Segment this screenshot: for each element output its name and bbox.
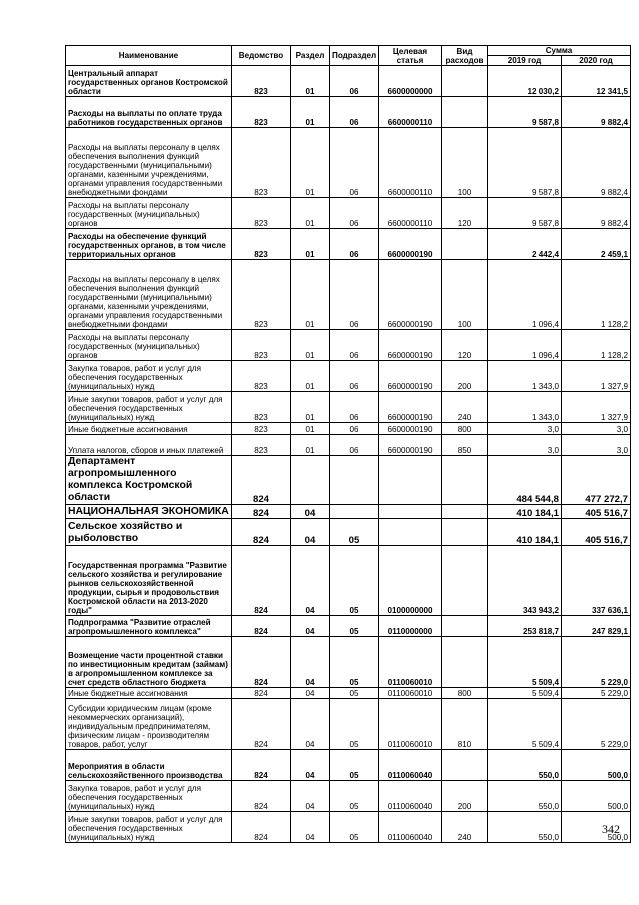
cell-vedomstvo: 824 <box>232 781 291 812</box>
header-2020: 2020 год <box>562 56 631 66</box>
cell-razdel: 04 <box>291 699 330 750</box>
cell-razdel: 04 <box>291 812 330 843</box>
table-row <box>66 456 631 505</box>
header-summa: Сумма <box>488 46 631 56</box>
cell-sum-2020: 1 327,9 <box>562 361 631 392</box>
table-row <box>66 392 631 423</box>
cell-sum-2020: 500,0 <box>562 781 631 812</box>
cell-statia: 6600000110 <box>379 97 442 128</box>
cell-name: Расходы на выплаты персоналу в целях обеспечения выполнения функций государственными (муниципальными) органами, казенными учреждениями, органами управления государственными внебюджетными фондами <box>66 260 232 330</box>
cell-name: Расходы на выплаты персоналу государственных (муниципальных) органов <box>66 198 232 229</box>
cell-statia: 0110060010 <box>379 637 442 688</box>
cell-vedomstvo: 824 <box>232 456 291 505</box>
cell-razdel <box>291 456 330 505</box>
cell-sum-2020: 9 882,4 <box>562 198 631 229</box>
cell-razdel: 04 <box>291 750 330 781</box>
cell-sum-2020: 2 459,1 <box>562 229 631 260</box>
cell-vedomstvo: 824 <box>232 616 291 637</box>
cell-razdel: 04 <box>291 688 330 699</box>
cell-name: Расходы на выплаты по оплате труда работников государственных органов <box>66 97 232 128</box>
cell-statia <box>379 519 442 546</box>
cell-podrazdel: 06 <box>330 392 379 423</box>
header-name: Наименование <box>66 46 232 66</box>
cell-vedomstvo: 824 <box>232 750 291 781</box>
budget-table <box>65 45 631 843</box>
table-row <box>66 229 631 260</box>
cell-podrazdel: 05 <box>330 699 379 750</box>
table-row <box>66 812 631 843</box>
cell-sum-2020: 405 516,7 <box>562 519 631 546</box>
table-row <box>66 260 631 330</box>
cell-sum-2020: 247 829,1 <box>562 616 631 637</box>
cell-statia: 6600000190 <box>379 361 442 392</box>
cell-vedomstvo: 824 <box>232 637 291 688</box>
cell-sum-2020: 5 229,0 <box>562 637 631 688</box>
cell-sum-2020: 477 272,7 <box>562 456 631 505</box>
cell-sum-2020: 9 882,4 <box>562 128 631 198</box>
cell-statia: 6600000190 <box>379 423 442 435</box>
cell-name: Расходы на обеспечение функций государственных органов, в том числе территориальных органов <box>66 229 232 260</box>
cell-name: Департамент агропромышленного комплекса Костромской области <box>66 456 232 505</box>
header-statia: Целевая статья <box>379 46 442 66</box>
cell-podrazdel: 05 <box>330 519 379 546</box>
cell-vedomstvo: 823 <box>232 392 291 423</box>
cell-sum-2020: 500,0 <box>562 750 631 781</box>
cell-sum-2019: 9 587,8 <box>488 128 562 198</box>
table-row <box>66 519 631 546</box>
header-vedomstvo: Ведомство <box>232 46 291 66</box>
cell-statia: 6600000190 <box>379 260 442 330</box>
cell-name: Возмещение части процентной ставки по инвестиционным кредитам (займам) в агропромышленном комплексе за счет средств областного бюджета <box>66 637 232 688</box>
cell-razdel: 01 <box>291 435 330 456</box>
cell-razdel: 04 <box>291 616 330 637</box>
cell-name: Закупка товаров, работ и услуг для обеспечения государственных (муниципальных) нужд <box>66 361 232 392</box>
table-row <box>66 699 631 750</box>
cell-podrazdel: 06 <box>330 260 379 330</box>
cell-vedomstvo: 824 <box>232 699 291 750</box>
cell-statia <box>379 505 442 519</box>
cell-sum-2020: 12 341,5 <box>562 66 631 97</box>
cell-sum-2020: 5 229,0 <box>562 688 631 699</box>
cell-name: Центральный аппарат государственных органов Костромской области <box>66 66 232 97</box>
cell-vedomstvo: 823 <box>232 198 291 229</box>
cell-razdel: 01 <box>291 128 330 198</box>
cell-vid: 120 <box>442 330 488 361</box>
cell-razdel: 01 <box>291 66 330 97</box>
cell-sum-2019: 550,0 <box>488 750 562 781</box>
cell-sum-2019: 9 587,8 <box>488 97 562 128</box>
cell-podrazdel: 06 <box>330 66 379 97</box>
cell-sum-2019: 484 544,8 <box>488 456 562 505</box>
cell-sum-2020: 9 882,4 <box>562 97 631 128</box>
cell-sum-2019: 2 442,4 <box>488 229 562 260</box>
cell-sum-2020: 3,0 <box>562 435 631 456</box>
cell-sum-2019: 410 184,1 <box>488 519 562 546</box>
cell-name: Государственная программа "Развитие сельского хозяйства и регулирование рынков сельскохозяйственной продукции, сырья и продовольствия Костромской области на 2013-2020 годы" <box>66 546 232 616</box>
cell-vid: 100 <box>442 260 488 330</box>
cell-sum-2019: 343 943,2 <box>488 546 562 616</box>
cell-vid <box>442 229 488 260</box>
table-row <box>66 423 631 435</box>
cell-sum-2019: 1 096,4 <box>488 330 562 361</box>
cell-sum-2019: 1 343,0 <box>488 361 562 392</box>
cell-statia: 0100000000 <box>379 546 442 616</box>
cell-vid <box>442 456 488 505</box>
table-row <box>66 546 631 616</box>
cell-name: Иные закупки товаров, работ и услуг для обеспечения государственных (муниципальных) нужд <box>66 812 232 843</box>
cell-vid <box>442 546 488 616</box>
cell-vedomstvo: 823 <box>232 435 291 456</box>
cell-sum-2019: 550,0 <box>488 812 562 843</box>
cell-sum-2019: 410 184,1 <box>488 505 562 519</box>
cell-sum-2019: 3,0 <box>488 435 562 456</box>
cell-sum-2020: 405 516,7 <box>562 505 631 519</box>
cell-vedomstvo: 824 <box>232 546 291 616</box>
cell-sum-2020: 1 327,9 <box>562 392 631 423</box>
cell-vid <box>442 66 488 97</box>
cell-statia: 6600000190 <box>379 392 442 423</box>
cell-razdel: 04 <box>291 519 330 546</box>
cell-vid: 810 <box>442 699 488 750</box>
cell-sum-2020: 1 128,2 <box>562 260 631 330</box>
cell-statia: 0110060010 <box>379 688 442 699</box>
header-razdel: Раздел <box>291 46 330 66</box>
table-row <box>66 330 631 361</box>
cell-razdel: 04 <box>291 505 330 519</box>
cell-razdel: 01 <box>291 423 330 435</box>
cell-statia: 6600000110 <box>379 128 442 198</box>
cell-name: Закупка товаров, работ и услуг для обеспечения государственных (муниципальных) нужд <box>66 781 232 812</box>
cell-vid: 200 <box>442 361 488 392</box>
cell-sum-2019: 12 030,2 <box>488 66 562 97</box>
cell-name: Иные закупки товаров, работ и услуг для обеспечения государственных (муниципальных) нужд <box>66 392 232 423</box>
cell-name: НАЦИОНАЛЬНАЯ ЭКОНОМИКА <box>66 505 232 519</box>
header-podrazdel: Подраздел <box>330 46 379 66</box>
cell-name: Иные бюджетные ассигнования <box>66 423 232 435</box>
cell-vedomstvo: 823 <box>232 330 291 361</box>
cell-vedomstvo: 824 <box>232 812 291 843</box>
cell-sum-2019: 5 509,4 <box>488 637 562 688</box>
table-row <box>66 637 631 688</box>
cell-vedomstvo: 823 <box>232 361 291 392</box>
cell-vid <box>442 616 488 637</box>
cell-razdel: 01 <box>291 97 330 128</box>
cell-statia: 0110060040 <box>379 750 442 781</box>
cell-sum-2019: 253 818,7 <box>488 616 562 637</box>
cell-name: Уплата налогов, сборов и иных платежей <box>66 435 232 456</box>
cell-sum-2020: 1 128,2 <box>562 330 631 361</box>
header-vid: Вид расходов <box>442 46 488 66</box>
cell-podrazdel: 06 <box>330 198 379 229</box>
cell-sum-2020: 5 229,0 <box>562 699 631 750</box>
table-row <box>66 505 631 519</box>
table-row <box>66 97 631 128</box>
cell-sum-2019: 9 587,8 <box>488 198 562 229</box>
cell-podrazdel: 05 <box>330 812 379 843</box>
cell-vid: 120 <box>442 198 488 229</box>
cell-razdel: 01 <box>291 198 330 229</box>
cell-razdel: 01 <box>291 330 330 361</box>
cell-vedomstvo: 823 <box>232 229 291 260</box>
cell-statia: 6600000000 <box>379 66 442 97</box>
cell-podrazdel: 05 <box>330 546 379 616</box>
table-row <box>66 128 631 198</box>
cell-podrazdel: 06 <box>330 229 379 260</box>
page-number: 342 <box>602 822 620 836</box>
cell-vid: 240 <box>442 812 488 843</box>
cell-razdel: 01 <box>291 361 330 392</box>
cell-sum-2020: 3,0 <box>562 423 631 435</box>
table-row <box>66 781 631 812</box>
cell-podrazdel <box>330 505 379 519</box>
cell-vedomstvo: 823 <box>232 260 291 330</box>
cell-podrazdel: 06 <box>330 330 379 361</box>
cell-razdel: 04 <box>291 546 330 616</box>
cell-vid: 200 <box>442 781 488 812</box>
cell-statia: 0110000000 <box>379 616 442 637</box>
cell-vedomstvo: 824 <box>232 519 291 546</box>
cell-vedomstvo: 823 <box>232 423 291 435</box>
cell-podrazdel: 06 <box>330 97 379 128</box>
cell-name: Субсидии юридическим лицам (кроме некоммерческих организаций), индивидуальным предпринимателям, физическим лицам - производителям товаров, работ, услуг <box>66 699 232 750</box>
cell-statia: 0110060040 <box>379 781 442 812</box>
cell-podrazdel: 05 <box>330 616 379 637</box>
cell-podrazdel: 06 <box>330 423 379 435</box>
cell-statia: 6600000110 <box>379 198 442 229</box>
table-row <box>66 688 631 699</box>
cell-podrazdel: 05 <box>330 781 379 812</box>
cell-name: Расходы на выплаты персоналу в целях обеспечения выполнения функций государственными (муниципальными) органами, казенными учреждениями, органами управления государственными внебюджетными фондами <box>66 128 232 198</box>
cell-razdel: 01 <box>291 260 330 330</box>
cell-sum-2019: 5 509,4 <box>488 688 562 699</box>
cell-sum-2019: 3,0 <box>488 423 562 435</box>
cell-statia <box>379 456 442 505</box>
cell-sum-2019: 1 343,0 <box>488 392 562 423</box>
cell-statia: 6600000190 <box>379 229 442 260</box>
cell-podrazdel: 05 <box>330 637 379 688</box>
cell-vid: 850 <box>442 435 488 456</box>
cell-statia: 6600000190 <box>379 435 442 456</box>
cell-vid <box>442 97 488 128</box>
cell-statia: 0110060040 <box>379 812 442 843</box>
cell-podrazdel <box>330 456 379 505</box>
cell-vid: 100 <box>442 128 488 198</box>
cell-vid <box>442 637 488 688</box>
cell-sum-2020: 337 636,1 <box>562 546 631 616</box>
cell-statia: 6600000190 <box>379 330 442 361</box>
cell-razdel: 01 <box>291 229 330 260</box>
cell-name: Сельское хозяйство и рыболовство <box>66 519 232 546</box>
cell-name: Иные бюджетные ассигнования <box>66 688 232 699</box>
cell-podrazdel: 05 <box>330 688 379 699</box>
cell-vid <box>442 519 488 546</box>
cell-sum-2019: 1 096,4 <box>488 260 562 330</box>
cell-podrazdel: 06 <box>330 128 379 198</box>
cell-vedomstvo: 823 <box>232 128 291 198</box>
cell-name: Подпрограмма "Развитие отраслей агропромышленного комплекса" <box>66 616 232 637</box>
cell-sum-2019: 550,0 <box>488 781 562 812</box>
cell-vid: 800 <box>442 423 488 435</box>
table-row <box>66 435 631 456</box>
cell-statia: 0110060010 <box>379 699 442 750</box>
cell-vid: 800 <box>442 688 488 699</box>
cell-sum-2019: 5 509,4 <box>488 699 562 750</box>
cell-vedomstvo: 824 <box>232 505 291 519</box>
cell-razdel: 01 <box>291 392 330 423</box>
table-row <box>66 361 631 392</box>
cell-podrazdel: 06 <box>330 361 379 392</box>
cell-sum-2020: 500,0 <box>562 812 631 843</box>
table-row <box>66 66 631 97</box>
table-row <box>66 616 631 637</box>
cell-name: Мероприятия в области сельскохозяйственного производства <box>66 750 232 781</box>
cell-vid <box>442 750 488 781</box>
cell-vid: 240 <box>442 392 488 423</box>
table-body <box>66 66 631 843</box>
cell-name: Расходы на выплаты персоналу государственных (муниципальных) органов <box>66 330 232 361</box>
cell-podrazdel: 06 <box>330 435 379 456</box>
cell-razdel: 04 <box>291 637 330 688</box>
cell-podrazdel: 05 <box>330 750 379 781</box>
cell-vedomstvo: 824 <box>232 688 291 699</box>
cell-vedomstvo: 823 <box>232 97 291 128</box>
table-row <box>66 750 631 781</box>
cell-razdel: 04 <box>291 781 330 812</box>
header-2019: 2019 год <box>488 56 562 66</box>
cell-vedomstvo: 823 <box>232 66 291 97</box>
table-row <box>66 198 631 229</box>
cell-vid <box>442 505 488 519</box>
